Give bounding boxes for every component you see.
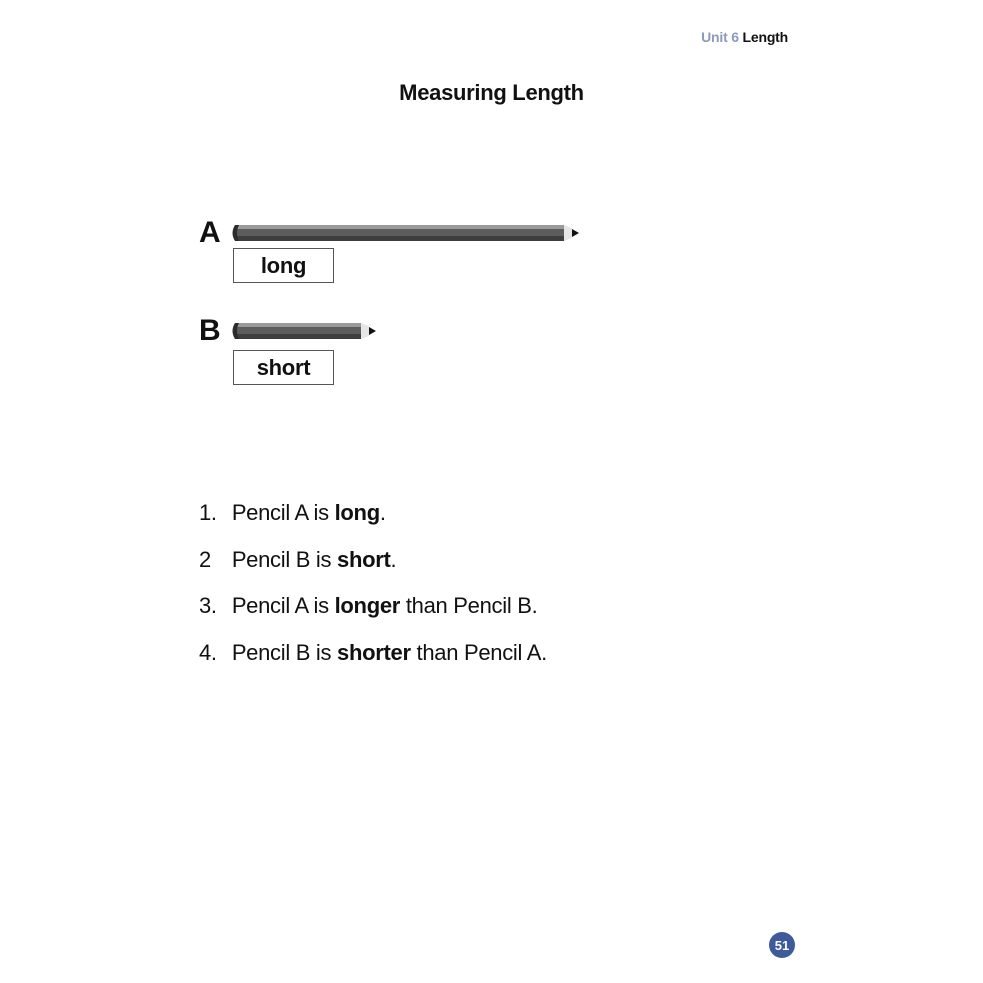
sentence-text: Pencil B is xyxy=(231,639,332,665)
sentence-text: Pencil B is xyxy=(231,546,332,572)
sentence-4 xyxy=(199,637,547,684)
sentence-1 xyxy=(199,497,547,544)
sentence-keyword: longer xyxy=(334,593,401,618)
sentence-text: Pencil A is xyxy=(231,500,329,525)
unit-label: Unit 6 xyxy=(701,29,739,45)
pencil-b-label-box: short xyxy=(233,350,334,385)
sentence-ending: than Pencil B. xyxy=(405,593,538,618)
sentence-number: 2 xyxy=(199,546,211,572)
unit-topic: Length xyxy=(742,29,788,45)
sentence-3 xyxy=(199,590,547,637)
sentence-keyword: shorter xyxy=(337,639,411,665)
sentence-number: 3. xyxy=(199,593,217,618)
pencil-b-letter: B xyxy=(199,314,221,347)
sentence-keyword: short xyxy=(337,546,391,572)
pencil-a-icon xyxy=(231,221,581,245)
sentence-number: 4. xyxy=(199,639,217,665)
sentence-ending: than Pencil A. xyxy=(416,639,547,665)
unit-header xyxy=(640,29,788,45)
pencil-a-label-box: long xyxy=(233,248,334,283)
pencil-b-icon xyxy=(231,319,379,343)
sentence-2 xyxy=(199,544,547,591)
sentence-ending: . xyxy=(390,546,397,572)
sentence-ending: . xyxy=(379,500,386,525)
sentence-number: 1. xyxy=(199,500,217,525)
page-title: Measuring Length xyxy=(399,80,584,105)
page-number-badge: 51 xyxy=(769,932,795,958)
sentence-text: Pencil A is xyxy=(231,593,329,618)
pencil-a-letter: A xyxy=(199,216,221,249)
sentence-keyword: long xyxy=(334,500,380,525)
sentence-list xyxy=(199,497,547,683)
